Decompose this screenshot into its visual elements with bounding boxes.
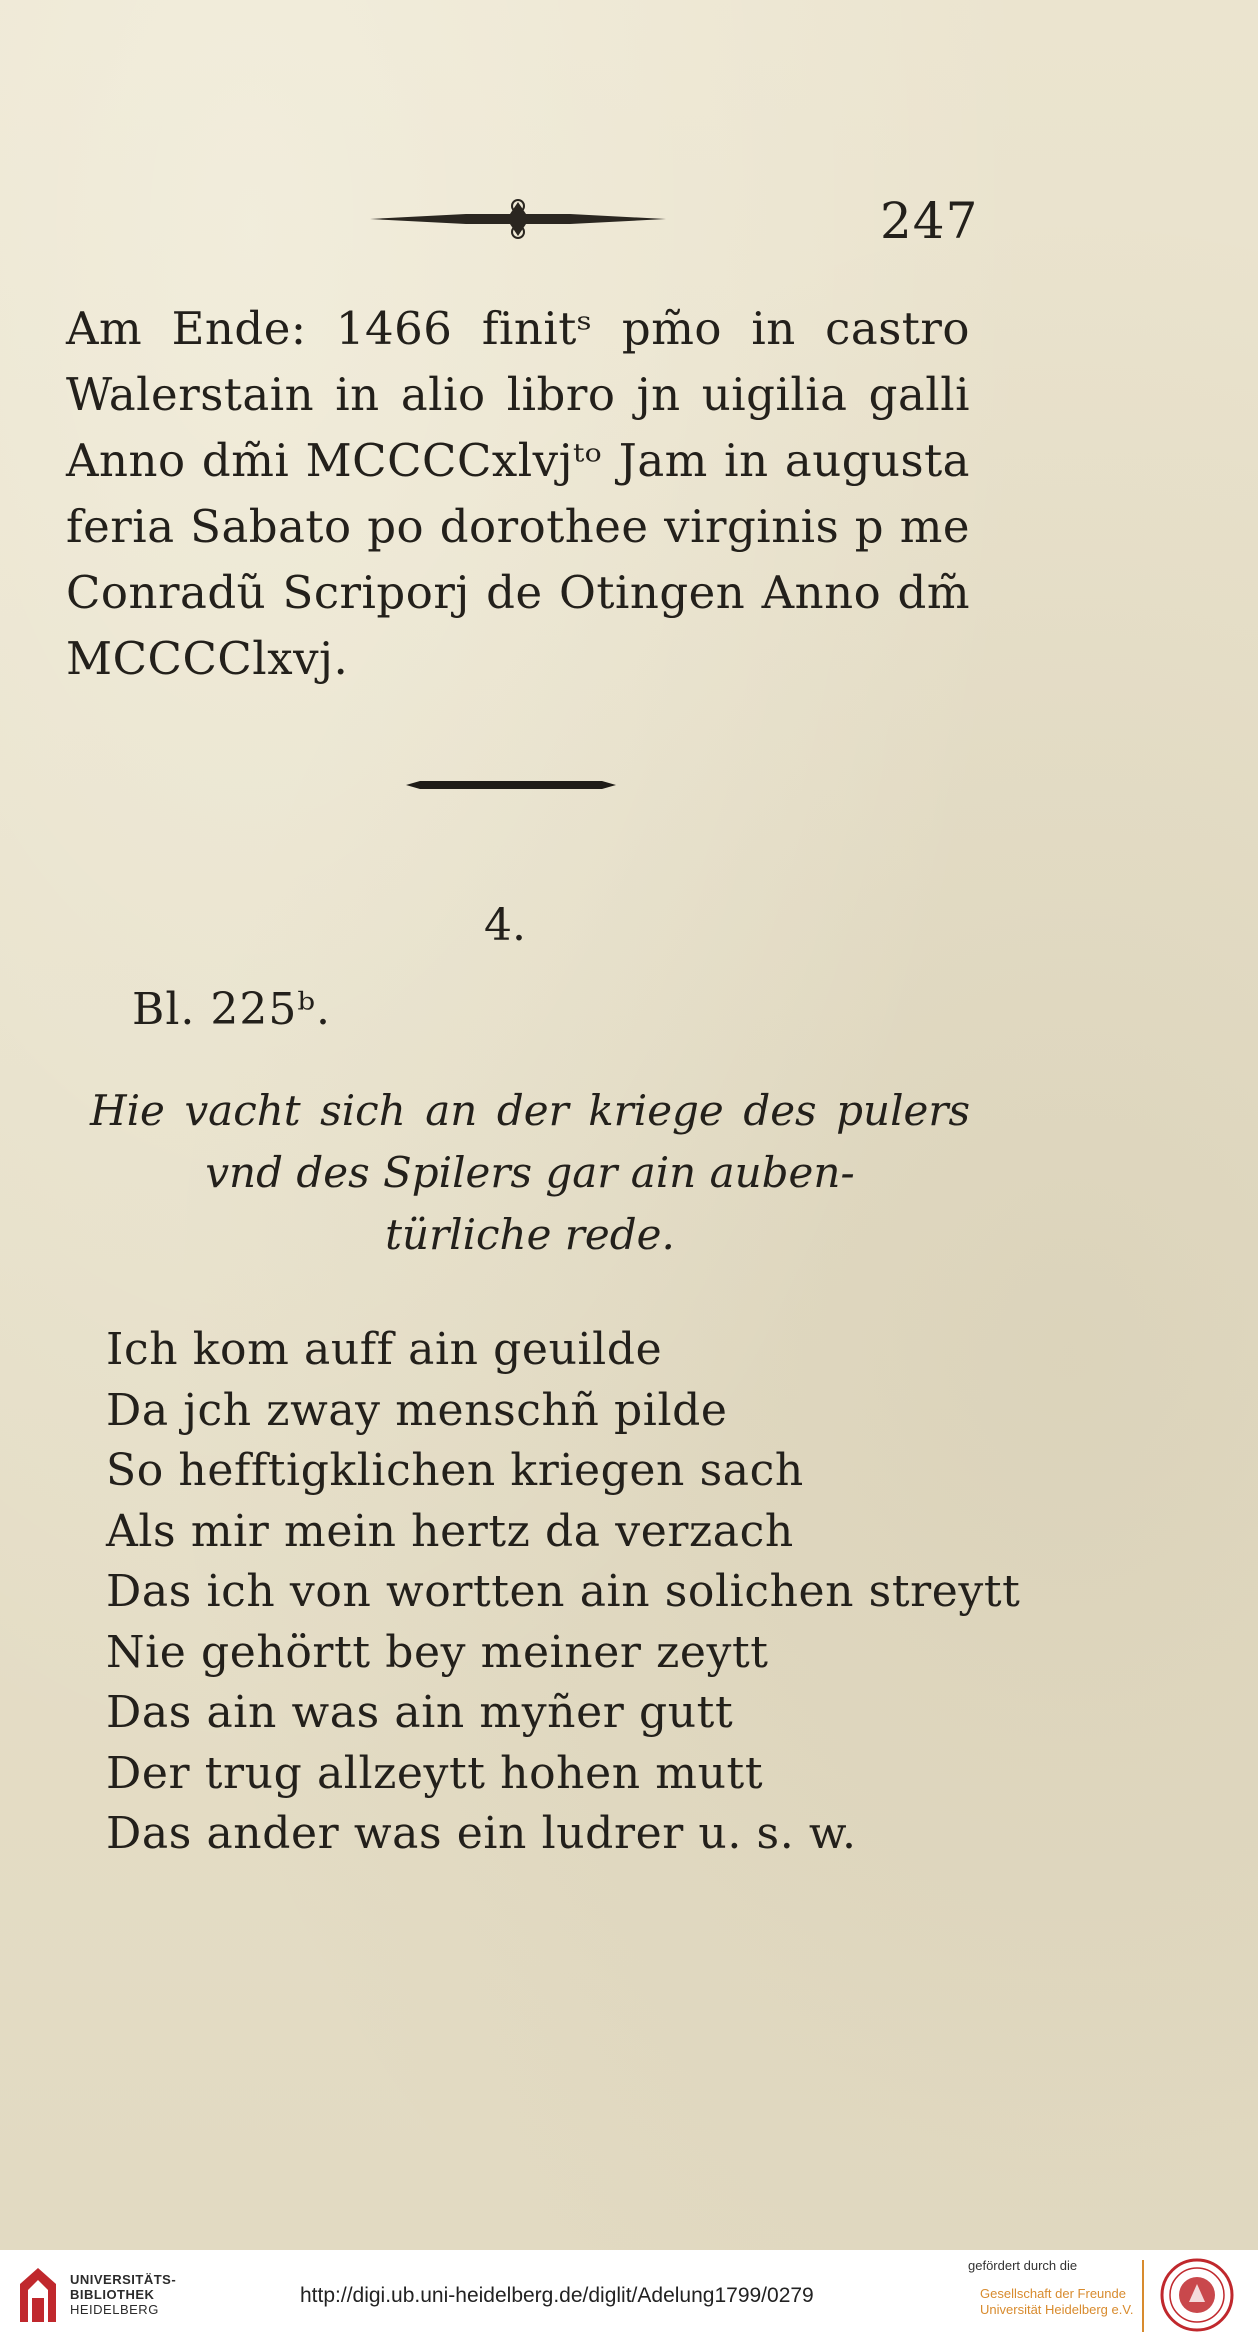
verse-line: Das ander was ein ludrer u. s. w. xyxy=(106,1808,857,1859)
title-line: türliche rede. xyxy=(385,1210,675,1259)
poem-title xyxy=(90,1080,970,1266)
library-name xyxy=(70,2272,176,2317)
verse-line: Das ain was ain myñer gutt xyxy=(106,1687,734,1738)
verse-line: Ich kom auff ain geuilde xyxy=(106,1324,663,1375)
permalink-url[interactable]: http://digi.ub.uni-heidelberg.de/diglit/Adelung1799/0279 xyxy=(300,2284,814,2307)
paragraph-line: MCCCClxvj. xyxy=(66,632,349,685)
university-seal-icon xyxy=(1160,2258,1234,2332)
folio-reference: Bl. 225ᵇ. xyxy=(132,984,331,1035)
library-name-line: BIBLIOTHEK xyxy=(70,2287,155,2302)
section-number: 4. xyxy=(484,900,526,951)
verse-line: So hefftigklichen kriegen sach xyxy=(106,1445,804,1496)
verse-line: Der trug allzeytt hohen mutt xyxy=(106,1747,764,1799)
footer-divider xyxy=(1142,2260,1144,2332)
poem-verse xyxy=(106,1320,1021,1865)
digitization-footer xyxy=(0,2250,1258,2339)
paragraph-line: Walerstain in alio libro jn uigilia galli xyxy=(66,368,970,421)
verse-line: Nie gehörtt bey meiner zeytt xyxy=(106,1626,769,1678)
sponsor-line: Universität Heidelberg e.V. xyxy=(980,2302,1134,2317)
colophon-paragraph xyxy=(66,296,970,692)
library-name-line: HEIDELBERG xyxy=(70,2302,159,2317)
paragraph-line: Anno dm̃i MCCCCxlvjᵗᵒ Jam in augusta xyxy=(66,434,970,487)
page-number: 247 xyxy=(880,192,979,250)
library-logo-icon xyxy=(14,2264,62,2326)
verse-line: Das ich von wortten ain solichen streytt xyxy=(106,1566,1021,1617)
paragraph-line: Conradũ Scriporj de Otingen Anno dm̃ xyxy=(66,566,970,619)
verse-line: Da jch zway menschñ pilde xyxy=(106,1384,728,1436)
sponsor-line: Gesellschaft der Freunde xyxy=(980,2286,1126,2301)
paragraph-line: Am Ende: 1466 finitˢ pm̃o in castro xyxy=(66,302,970,355)
verse-line: Als mir mein hertz da verzach xyxy=(106,1505,794,1557)
header-ornament xyxy=(370,196,666,242)
library-name-line: UNIVERSITÄTS- xyxy=(70,2272,177,2287)
section-rule xyxy=(406,779,616,791)
paragraph-line: feria Sabato po dorothee virginis p me xyxy=(66,500,970,553)
title-line: vnd des Spilers gar ain auben- xyxy=(205,1148,855,1197)
title-line: Hie vacht sich an der kriege des pulers xyxy=(90,1086,970,1135)
sponsor-name xyxy=(980,2286,1133,2318)
sponsor-label: gefördert durch die xyxy=(968,2258,1078,2273)
